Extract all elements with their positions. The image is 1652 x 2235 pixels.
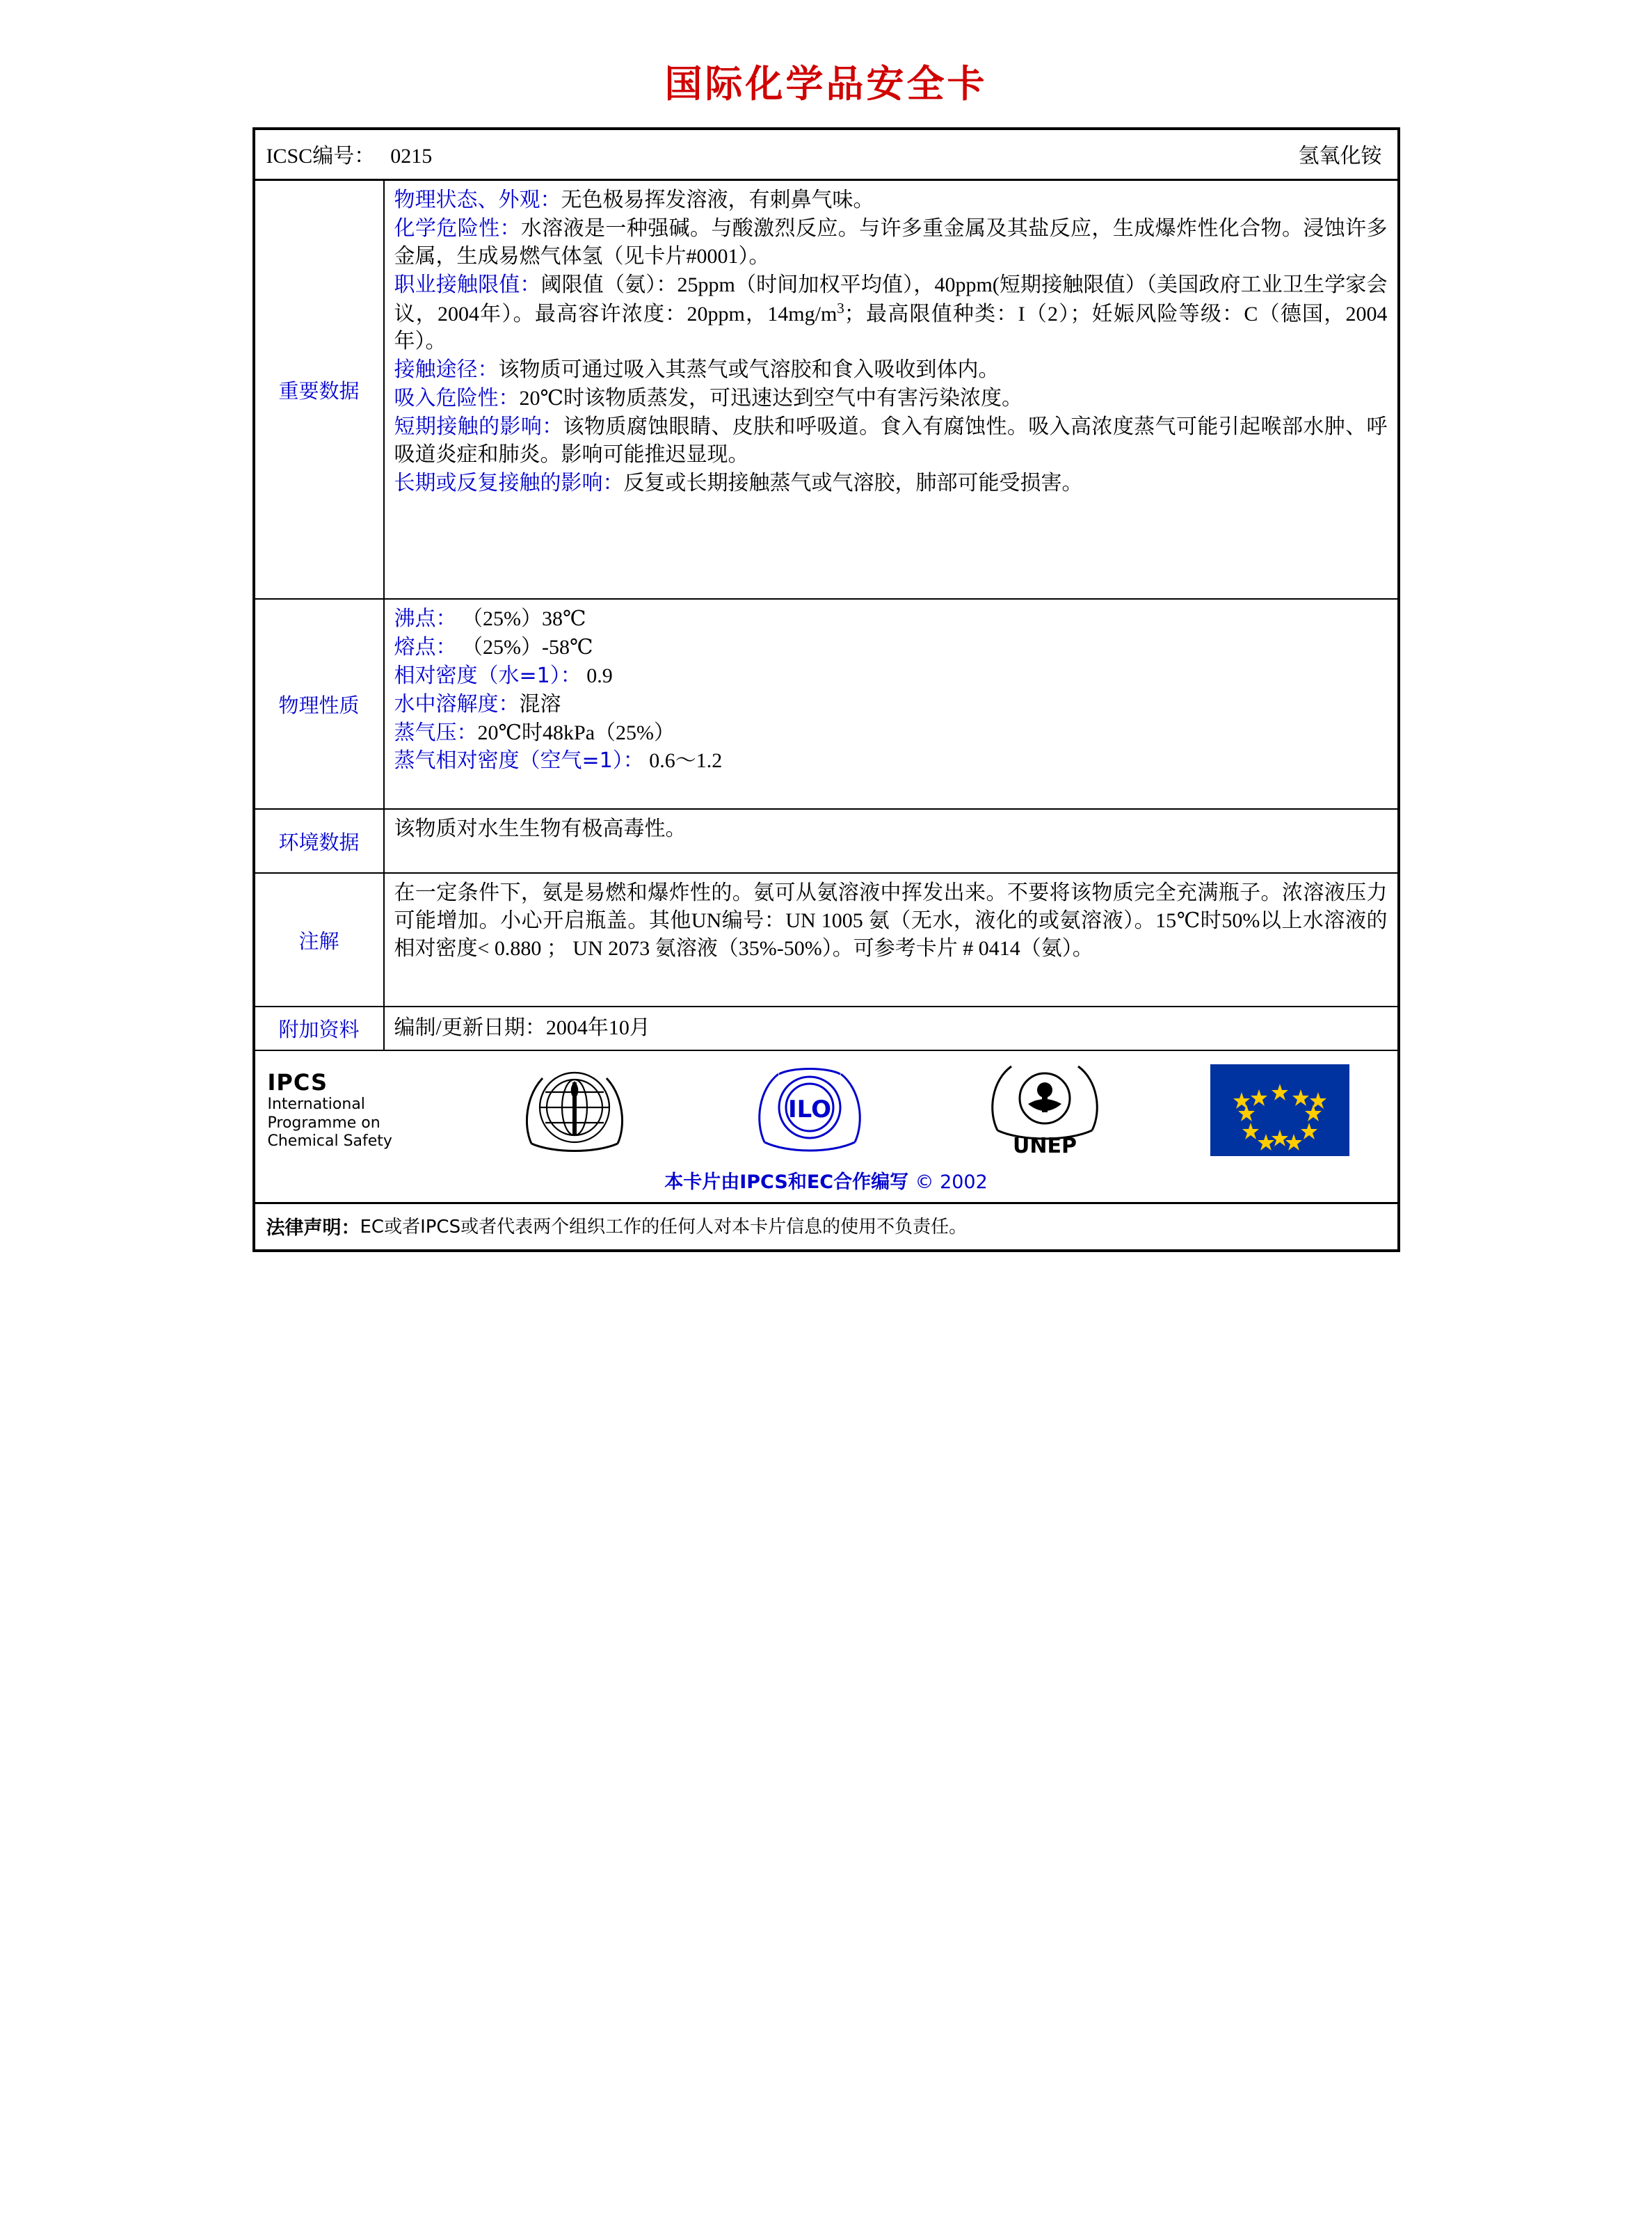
item-text: 0.9	[586, 664, 613, 687]
copyright-text: © 2002	[915, 1171, 988, 1193]
credit-line	[255, 1162, 1397, 1202]
item-key: 长期或反复接触的影响：	[394, 470, 624, 495]
section-label-environmental-data: 环境数据	[255, 810, 385, 872]
item-text: （25%）38℃	[462, 607, 586, 630]
page-title: 国际化学品安全卡	[664, 62, 988, 106]
data-item: 在一定条件下，氨是易燃和爆炸性的。氨可从氨溶液中挥发出来。不要将该物质完全充满瓶子。浓溶液压力可能增加。小心开启瓶盖。其他UN编号：UN 1005 氨（无水，液化的或氨溶液）。15℃时50%以上水溶液的相对密度< 0.880 ； UN 2073 氨溶液（35%-50%）。可参考卡片 # 0414（氨）。	[394, 881, 1388, 960]
item-key: 蒸气相对密度（空气=1）：	[394, 748, 644, 774]
item-key: 相对密度（水=1）：	[394, 663, 582, 688]
ipcs-abbr: IPCS	[267, 1068, 328, 1096]
item-key: 吸入危险性：	[394, 386, 520, 411]
section-content-additional-info	[385, 1007, 1397, 1050]
item-key: 职业接触限值：	[394, 272, 541, 297]
ipcs-full-line3: Chemical Safety	[267, 1132, 392, 1151]
svg-text:ILO: ILO	[787, 1096, 831, 1123]
item-key: 沸点：	[394, 607, 457, 631]
icsc-card	[252, 127, 1400, 1252]
data-item	[394, 634, 1388, 662]
section-important-data	[255, 181, 1397, 600]
section-label-important-data: 重要数据	[255, 181, 385, 598]
ilo-logo	[692, 1062, 927, 1159]
item-text: 水溶液是一种强碱。与酸激烈反应。与许多重金属及其盐反应，生成爆炸性化合物。浸蚀许多金属，生成易燃气体氢（见卡片#0001）。	[394, 216, 1388, 268]
unep-logo	[927, 1058, 1162, 1162]
data-item	[394, 385, 1388, 412]
item-key: 短期接触的影响：	[394, 415, 563, 440]
data-item	[394, 413, 1388, 469]
item-text: 阈限值（氨）：25ppm（时间加权平均值），40ppm(短期接触限值）（美国政府工业卫生学家会议，2004年）。最高容许浓度：20ppm，$14mg/m^3$；最高限值种类：I（2）；妊娠风险等级：C（德国，2004年）。	[394, 273, 1388, 353]
data-item	[394, 662, 1388, 690]
data-item	[394, 186, 1388, 214]
item-key: 蒸气压：	[394, 720, 478, 745]
section-physical-properties	[255, 600, 1397, 810]
data-item: 编制/更新日期：2004年10月	[394, 1016, 650, 1039]
legal-text: EC或者IPCS或者代表两个组织工作的任何人对本卡片信息的使用不负责任。	[360, 1217, 968, 1237]
item-text: 无色极易挥发溶液，有刺鼻气味。	[561, 189, 874, 211]
section-content-notes	[385, 874, 1397, 1006]
card-header-row	[255, 130, 1397, 181]
icsc-number-value: 0215	[390, 145, 433, 168]
data-item	[394, 747, 1388, 775]
section-environmental-data	[255, 810, 1397, 874]
item-key: 化学危险性：	[394, 216, 521, 241]
item-key: 物理状态、外观：	[394, 188, 561, 212]
data-item	[394, 215, 1388, 271]
section-label-additional-info: 附加资料	[255, 1007, 385, 1050]
data-item	[394, 691, 1388, 719]
item-key: 接触途径：	[394, 358, 499, 383]
legal-notice-row	[255, 1204, 1397, 1249]
section-content-important-data	[385, 181, 1397, 598]
item-text: 混溶	[519, 692, 561, 716]
section-label-notes: 注解	[255, 874, 385, 1006]
ipcs-full-line2: Programme on	[267, 1114, 380, 1132]
section-label-physical-properties: 物理性质	[255, 600, 385, 808]
data-item	[394, 719, 1388, 747]
data-item	[394, 356, 1388, 384]
icsc-number-block	[255, 130, 1162, 179]
data-item	[394, 271, 1388, 356]
ipcs-block	[255, 1064, 457, 1157]
substance-name: 氢氧化铵	[1298, 145, 1382, 168]
credit-text: 本卡片由IPCS和EC合作编写	[664, 1171, 909, 1193]
footer-logos-row	[255, 1051, 1397, 1204]
item-key: 水中溶解度：	[394, 691, 520, 716]
who-logo	[457, 1062, 692, 1159]
section-notes	[255, 874, 1397, 1007]
data-item: 该物质对水生生物有极高毒性。	[394, 817, 687, 840]
item-key: 熔点：	[394, 634, 457, 659]
eu-flag	[1162, 1064, 1397, 1156]
item-text: 反复或长期接触蒸气或气溶胶，肺部可能受损害。	[623, 471, 1083, 495]
item-text: 20℃时48kPa（25%）	[477, 721, 675, 744]
icsc-number-label: ICSC编号：	[266, 145, 376, 168]
section-additional-info	[255, 1007, 1397, 1051]
section-content-physical-properties	[385, 600, 1397, 808]
unep-label: UNEP	[1012, 1134, 1077, 1158]
data-item	[394, 605, 1388, 633]
item-text: 该物质可通过吸入其蒸气或气溶胶和食入吸收到体内。	[498, 358, 1000, 382]
section-content-environmental-data	[385, 810, 1397, 872]
item-text: 0.6～1.2	[649, 749, 723, 773]
ipcs-full-line1: International	[267, 1095, 365, 1113]
item-text: 该物质腐蚀眼睛、皮肤和呼吸道。食入有腐蚀性。吸入高浓度蒸气可能引起喉部水肿、呼吸道炎症和肺炎。影响可能推迟显现。	[394, 415, 1388, 467]
item-text: （25%）-58℃	[462, 635, 593, 659]
legal-label: 法律声明：	[266, 1217, 360, 1239]
data-item	[394, 470, 1388, 497]
item-text: 20℃时该物质蒸发，可迅速达到空气中有害污染浓度。	[519, 387, 1023, 410]
